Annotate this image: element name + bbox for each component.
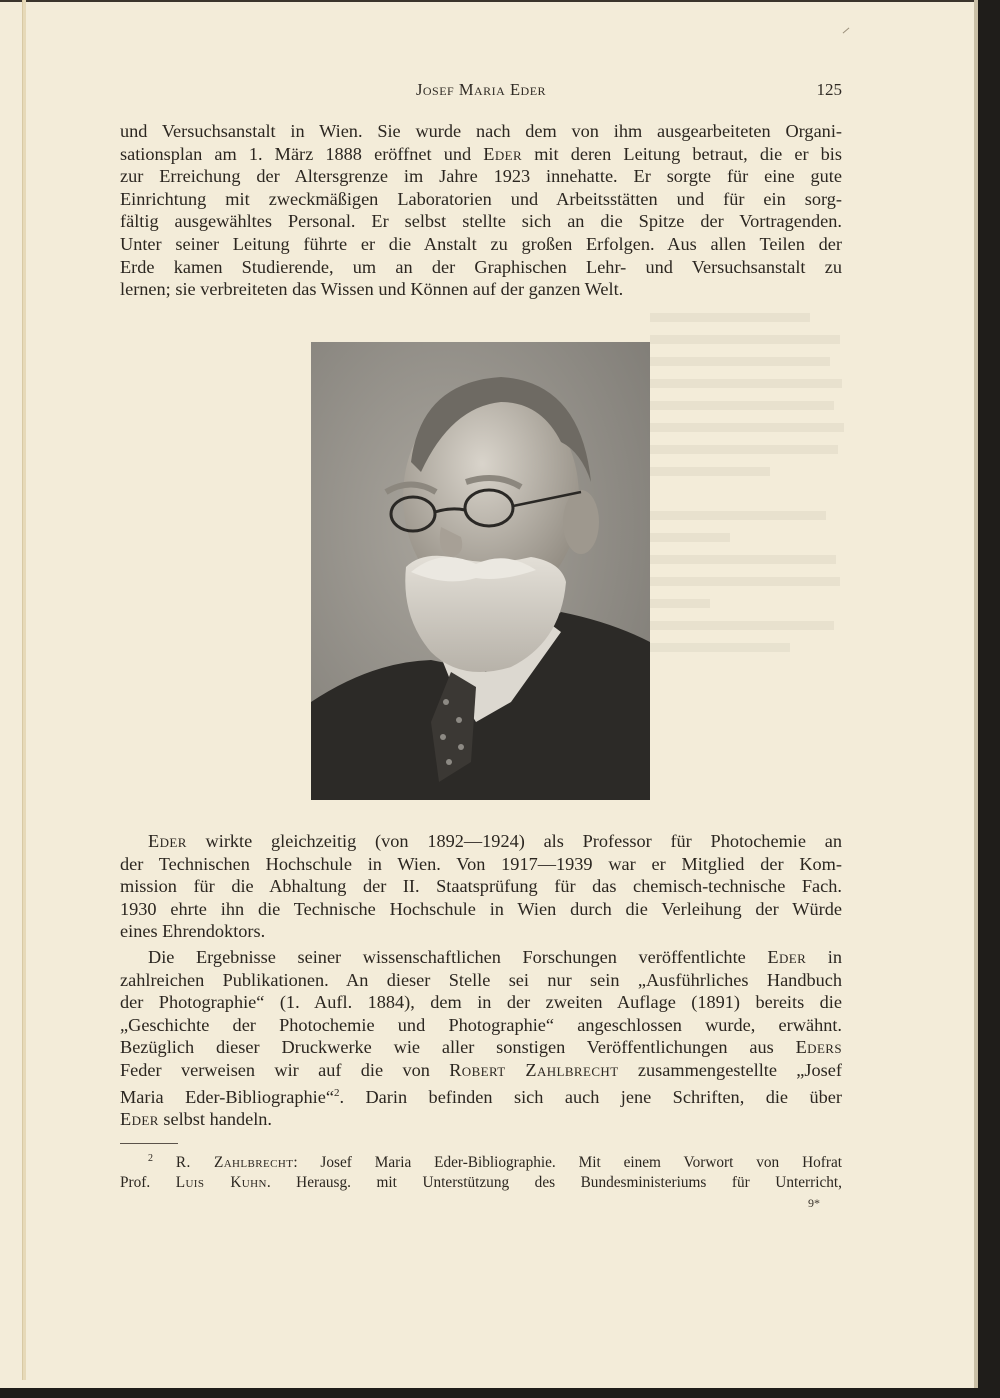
text-run: in — [806, 947, 842, 967]
text-line: mission für die Abhaltung der II. Staatsprüfung für das chemisch-technische Fach. — [120, 876, 842, 897]
text-run: zusammengestellte „Josef — [618, 1059, 842, 1080]
author-name: Eder — [483, 143, 523, 164]
text-line: der Technischen Hochschule in Wien. Von 1917—1939 war er Mitglied der Kom- — [120, 853, 842, 874]
person-name: R. Zahlbrecht — [175, 1154, 294, 1171]
scan-border-bottom — [0, 1388, 1000, 1398]
text-run: wirkte gleichzeitig (von 1892—1924) als Professor für Photochemie an — [186, 831, 842, 851]
text-line — [120, 1108, 842, 1131]
page-gutter — [22, 0, 26, 1380]
text-line — [120, 1082, 842, 1109]
text-line — [120, 830, 842, 853]
printer-signature-mark: 9* — [808, 1196, 820, 1210]
running-head — [120, 80, 842, 102]
text-run: : Josef Maria Eder-Bibliographie. Mit einem Vorwort von Hofrat — [293, 1154, 842, 1171]
text-line: 1930 ehrte ihn die Technische Hochschule in Wien durch die Verleihung der Würde — [120, 898, 842, 919]
portrait-illustration — [311, 342, 650, 800]
text-line: Erde kamen Studierende, um an der Graphischen Lehr- und Versuchsanstalt zu — [120, 256, 842, 277]
text-line: fältig ausgewähltes Personal. Er selbst stellte sich an die Spitze der Vortragenden. — [120, 211, 842, 232]
person-name: Robert Zahlbrecht — [449, 1059, 619, 1080]
text-line: eines Ehrendoktors. — [120, 921, 266, 942]
text-run: Maria Eder-Bibliographie“ — [120, 1086, 334, 1107]
text-line: „Geschichte der Photochemie und Photographie“ angeschlossen wurde, erwähnt. — [120, 1014, 842, 1035]
text-run: mit deren Leitung betraut, die er bis — [522, 143, 842, 164]
show-through-texture — [650, 300, 850, 670]
page-number: 125 — [816, 80, 842, 99]
paragraph-2 — [120, 830, 842, 943]
scan-top-edge — [0, 0, 978, 2]
text-line — [120, 1173, 842, 1193]
footnote-reference[interactable]: 2 — [333, 1086, 340, 1099]
text-run: sationsplan am 1. März 1888 eröffnet und — [120, 143, 484, 164]
person-name: Luis Kuhn — [175, 1174, 267, 1191]
text-line — [120, 143, 842, 166]
text-line — [120, 1036, 842, 1059]
text-line — [120, 1149, 842, 1173]
footnote-separator — [120, 1143, 178, 1144]
text-run: Prof. — [120, 1174, 176, 1191]
text-line — [120, 946, 842, 969]
paragraph-3 — [120, 946, 842, 1131]
text-run: Feder verweisen wir auf die von — [120, 1059, 450, 1080]
footnote-2 — [120, 1149, 842, 1193]
text-run: . Darin befinden sich auch jene Schriften, die über — [339, 1086, 842, 1107]
text-run: Die Ergebnisse seiner wissenschaftlichen Forschungen veröffentlichte — [148, 947, 768, 967]
text-line: zur Erreichung der Altersgrenze im Jahre 1923 innehatte. Er sorgte für eine gute — [120, 166, 842, 187]
running-head-title: Josef Maria Eder — [415, 80, 547, 99]
text-line — [120, 1059, 842, 1082]
footnote-number: 2 — [148, 1153, 153, 1164]
text-line: Einrichtung mit zweckmäßigen Laboratorien und Arbeitsstätten und für ein sorg- — [120, 188, 842, 209]
author-name: Eder — [767, 947, 807, 967]
portrait-photo — [311, 342, 650, 800]
author-name: Eder — [148, 831, 187, 851]
paragraph-1 — [120, 120, 842, 301]
scan-border-right — [978, 0, 1000, 1398]
text-line: und Versuchsanstalt in Wien. Sie wurde nach dem von ihm ausgearbeiteten Organi- — [120, 121, 842, 141]
text-line: der Photographie“ (1. Aufl. 1884), dem in der zweiten Auflage (1891) bereits die — [120, 992, 842, 1013]
text-run: selbst handeln. — [158, 1109, 273, 1130]
text-run: . Herausg. mit Unterstützung des Bundesministeriums für Unterricht, — [266, 1174, 842, 1191]
text-line: zahlreichen Publikationen. An dieser Stelle sei nur sein „Ausführliches Handbuch — [120, 969, 842, 990]
author-name: Eders — [795, 1037, 842, 1058]
author-name: Eder — [120, 1109, 159, 1130]
text-run: Bezüglich dieser Druckwerke wie aller sonstigen Veröffentlichungen aus — [120, 1037, 796, 1058]
text-line: lernen; sie verbreiteten das Wissen und Können auf der ganzen Welt. — [120, 279, 624, 300]
text-line: Unter seiner Leitung führte er die Anstalt zu großen Erfolgen. Aus allen Teilen der — [120, 233, 842, 254]
